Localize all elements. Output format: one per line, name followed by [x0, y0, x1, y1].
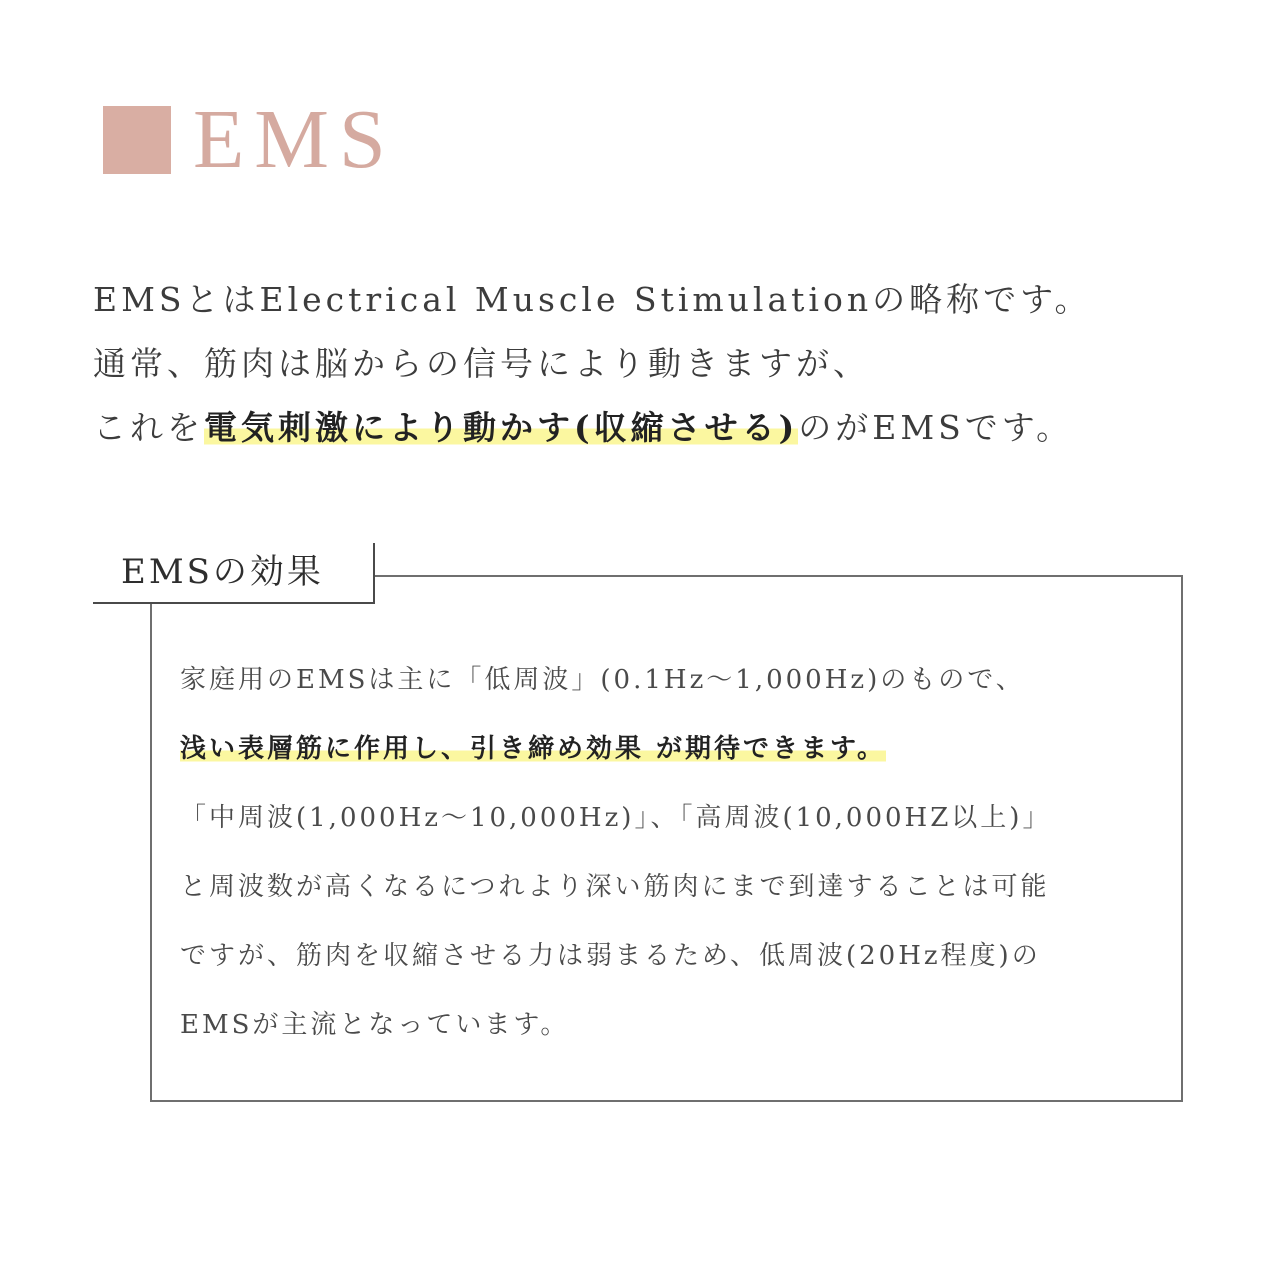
effects-line-1: 家庭用のEMSは主に「低周波」(0.1Hz〜1,000Hz)のもので、 [180, 665, 1025, 695]
heading-square-marker [103, 106, 171, 174]
intro-line-1: EMSとはElectrical Muscle Stimulationの略称です。 [93, 280, 1092, 319]
effects-line-4: と周波数が高くなるにつれより深い筋肉にまで到達することは可能 [180, 872, 1050, 902]
intro-highlight: 電気刺激により動かす(収縮させる) [204, 408, 799, 447]
effects-text [180, 646, 1170, 1060]
effects-line-3: 「中周波(1,000Hz〜10,000Hz)」、「高周波(10,000HZ以上)」 [180, 803, 1052, 833]
effects-line-5: ですが、筋肉を収縮させる力は弱まるため、低周波(20Hz程度)の [180, 941, 1041, 971]
effects-highlight: 浅い表層筋に作用し、引き締め効果 が期待できます。 [180, 734, 886, 764]
effects-tab [93, 543, 375, 604]
section-heading [103, 95, 396, 185]
intro-line-2: 通常、筋肉は脳からの信号により動きますが、 [93, 344, 870, 383]
intro-line-3-after: のがEMSです。 [798, 408, 1074, 447]
effects-title: EMSの効果 [121, 552, 324, 592]
effects-line-6: EMSが主流となっています。 [180, 1010, 570, 1040]
intro-line-3 [93, 396, 1243, 460]
page-title: EMS [193, 93, 396, 186]
intro-paragraph [93, 268, 1243, 460]
effects-line-2 [180, 715, 1170, 784]
intro-line-3-before: これを [93, 408, 204, 447]
